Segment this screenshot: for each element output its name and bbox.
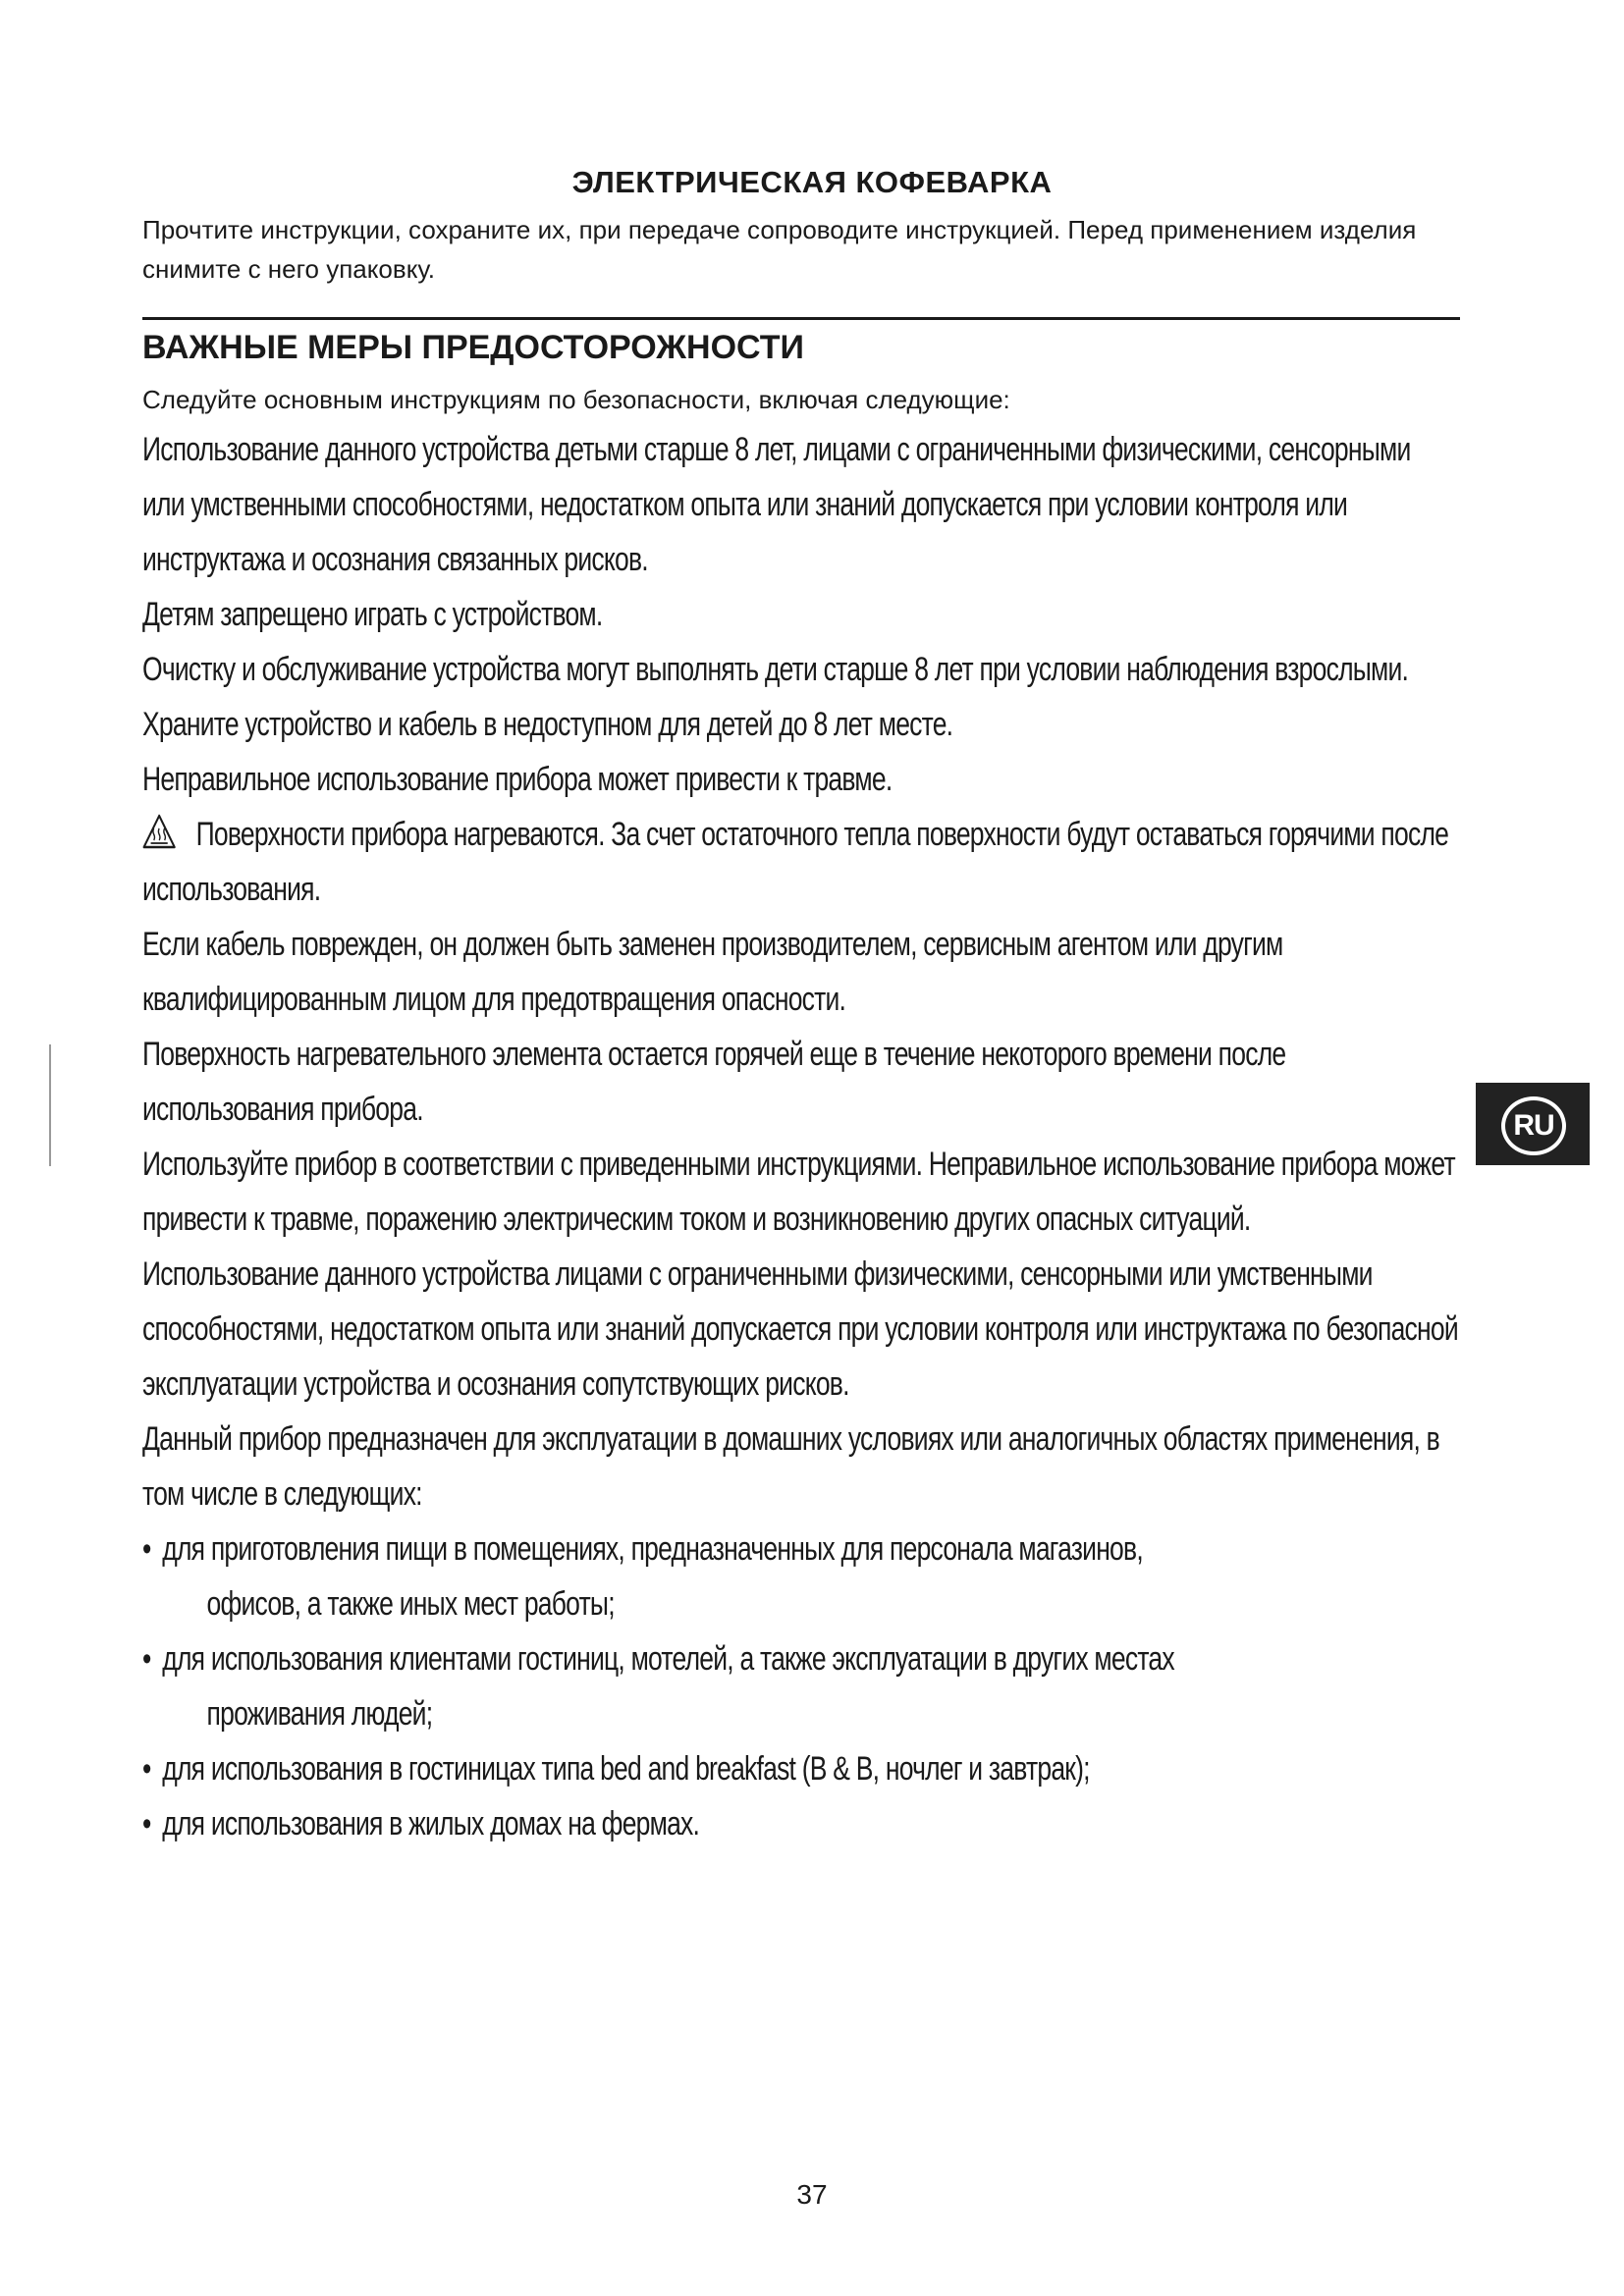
list-item-text: для использования в жилых домах на фермах.: [162, 1805, 700, 1842]
safety-paragraph: Данный прибор предназначен для эксплуатации в домашних условиях или аналогичных областях применения, в том числе в следующих:: [142, 1420, 1439, 1513]
bullet-icon: •: [142, 1640, 151, 1678]
language-badge-label: RU: [1513, 1109, 1554, 1142]
safety-paragraph: Если кабель поврежден, он должен быть заменен производителем, сервисным агентом или другим квалифицированным лицом для предотвращения опасности.: [142, 926, 1283, 1018]
list-item: [142, 1796, 1458, 1851]
list-item-text: для использования клиентами гостиниц, мотелей, а также эксплуатации в других местах: [162, 1640, 1174, 1678]
page-number: 37: [796, 2179, 828, 2210]
safety-paragraph: Использование данного устройства детьми старше 8 лет, лицами с ограниченными физическими, сенсорными или умственными способностями, недостатком опыта или знаний допускается при условии контроля или инструктажа и осознания связанных рисков.: [142, 431, 1411, 578]
safety-paragraph: Поверхность нагревательного элемента остается горячей еще в течение некоторого времени после использования прибора.: [142, 1036, 1286, 1128]
hot-surface-warning-text: Поверхности прибора нагреваются. За счет остаточного тепла поверхности будут оставаться горячими после использования.: [142, 816, 1449, 908]
safety-paragraph: Храните устройство и кабель в недоступном для детей до 8 лет месте.: [142, 706, 953, 743]
safety-paragraph: Использование данного устройства лицами с ограниченными физическими, сенсорными или умственными способностями, недостатком опыта или знаний допускается при условии контроля или инструктажа по безопасной эксплуатации устройства и осознания сопутствующих рисков.: [142, 1255, 1458, 1403]
bullet-icon: •: [142, 1750, 151, 1788]
list-item: [142, 1522, 1458, 1631]
list-item-text: для использования в гостиницах типа bed and breakfast (B & B, ночлег и завтрак);: [162, 1750, 1090, 1788]
margin-mark: [49, 1044, 51, 1166]
usage-list: [142, 1522, 1458, 1851]
list-item-continuation: проживания людей;: [206, 1695, 433, 1733]
intro-text: Прочтите инструкции, сохраните их, при передаче сопроводите инструкцией. Перед применением изделия снимите с него упаковку.: [142, 215, 1417, 284]
section-lead: Следуйте основным инструкциям по безопасности, включая следующие:: [142, 385, 1010, 414]
list-item: [142, 1631, 1458, 1741]
list-item-continuation: офисов, а также иных мест работы;: [206, 1585, 615, 1623]
safety-text: [142, 422, 1458, 1851]
safety-paragraph: Используйте прибор в соответствии с приведенными инструкциями. Неправильное использование прибора может привести к травме, поражению электрическим током и возникновению других опасных ситуаций.: [142, 1146, 1455, 1238]
bullet-icon: •: [142, 1530, 151, 1568]
hot-surface-warning: [142, 807, 1458, 917]
list-item: [142, 1741, 1458, 1796]
safety-paragraph: Детям запрещено играть с устройством.: [142, 596, 603, 633]
section-divider: [142, 317, 1460, 320]
safety-paragraph: Очистку и обслуживание устройства могут выполнять дети старше 8 лет при условии наблюдения взрослыми.: [142, 651, 1409, 688]
list-item-text: для приготовления пищи в помещениях, предназначенных для персонала магазинов,: [162, 1530, 1143, 1568]
language-badge: [1476, 1083, 1590, 1165]
safety-paragraph: Неправильное использование прибора может привести к травме.: [142, 761, 893, 798]
bullet-icon: •: [142, 1805, 151, 1842]
hot-surface-warning-icon: [142, 814, 176, 849]
section-title: ВАЖНЫЕ МЕРЫ ПРЕДОСТОРОЖНОСТИ: [142, 329, 804, 366]
document-title: ЭЛЕКТРИЧЕСКАЯ КОФЕВАРКА: [571, 165, 1053, 199]
